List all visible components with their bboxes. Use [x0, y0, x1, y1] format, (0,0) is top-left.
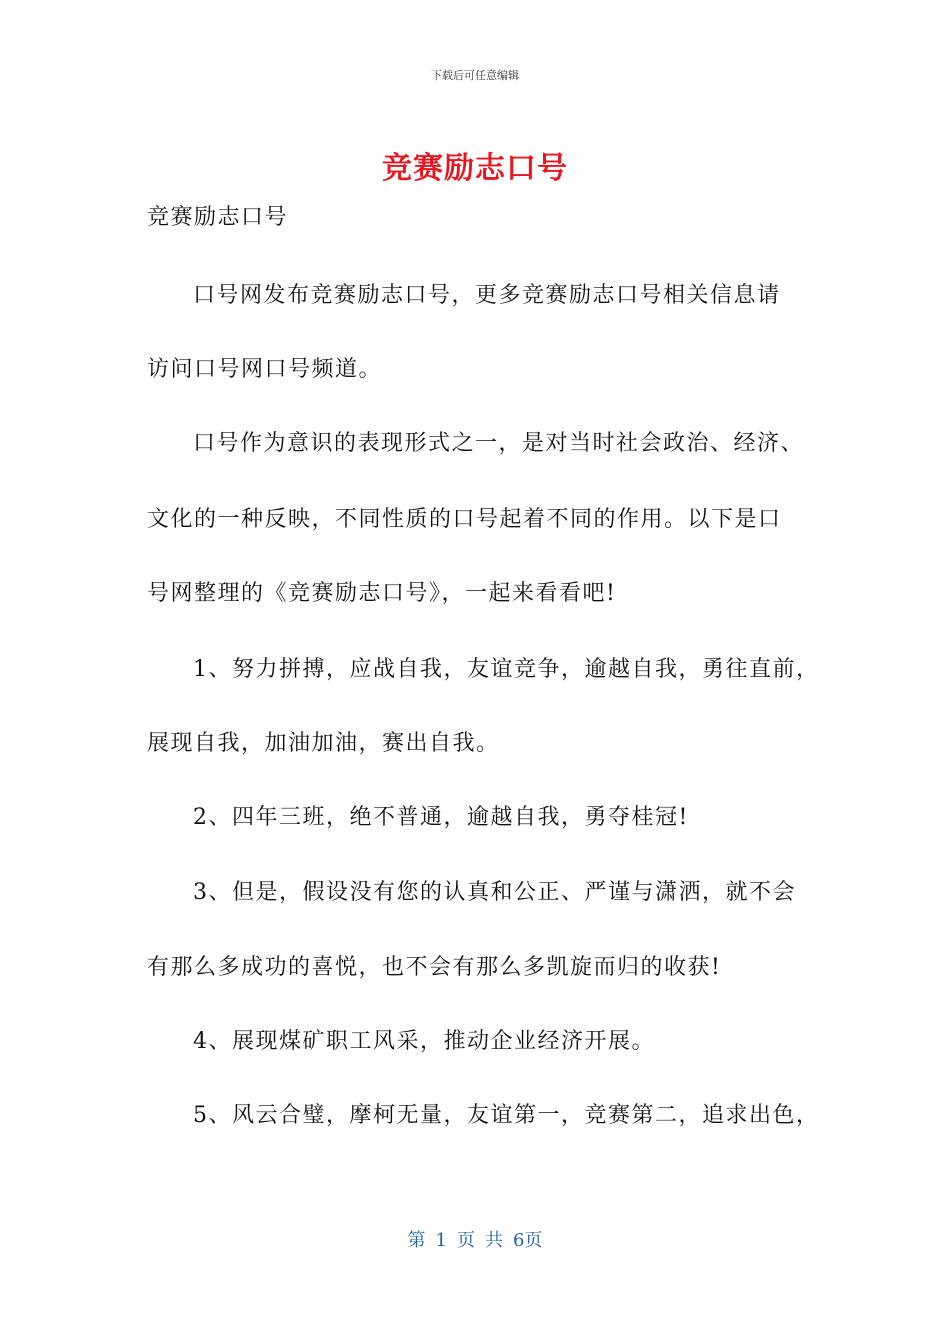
slogan-item-3: 3、但是，假设没有您的认真和公正、严谨与潇洒，就不会 — [193, 880, 796, 905]
paragraph-line: 文化的一种反映，不同性质的口号起着不同的作用。以下是口 — [147, 507, 782, 532]
footer-page-word: 页 — [457, 1230, 475, 1251]
document-title: 竞赛励志口号 — [382, 151, 568, 186]
slogan-item-3-cont: 有那么多成功的喜悦，也不会有那么多凯旋而归的收获! — [147, 955, 722, 980]
page-footer — [0, 1226, 950, 1252]
paragraph-line: 口号作为意识的表现形式之一，是对当时社会政治、经济、 — [193, 431, 805, 456]
footer-prefix: 第 — [407, 1230, 426, 1251]
subtitle-line: 竞赛励志口号 — [147, 205, 289, 230]
slogan-item-1-cont: 展现自我，加油加油，赛出自我。 — [147, 731, 500, 756]
slogan-item-1: 1、努力拼搏，应战自我，友谊竞争，逾越自我，勇往直前， — [193, 657, 820, 682]
footer-total-word: 共 — [485, 1230, 503, 1251]
paragraph-line: 号网整理的《竞赛励志口号》，一起来看看吧! — [147, 581, 617, 606]
slogan-item-5: 5、风云合璧，摩柯无量，友谊第一，竞赛第二，追求出色， — [193, 1103, 820, 1128]
slogan-item-4: 4、展现煤矿职工风采，推动企业经济开展。 — [193, 1029, 655, 1054]
footer-current-page: 1 — [435, 1230, 447, 1251]
header-note: 下载后可任意编辑 — [431, 69, 519, 82]
paragraph-line: 口号网发布竞赛励志口号，更多竞赛励志口号相关信息请 — [193, 283, 781, 308]
slogan-item-2: 2、四年三班，绝不普通，逾越自我，勇夺桂冠! — [193, 805, 689, 830]
footer-total-pages: 6页 — [513, 1230, 543, 1251]
paragraph-line: 访问口号网口号频道。 — [147, 357, 383, 382]
